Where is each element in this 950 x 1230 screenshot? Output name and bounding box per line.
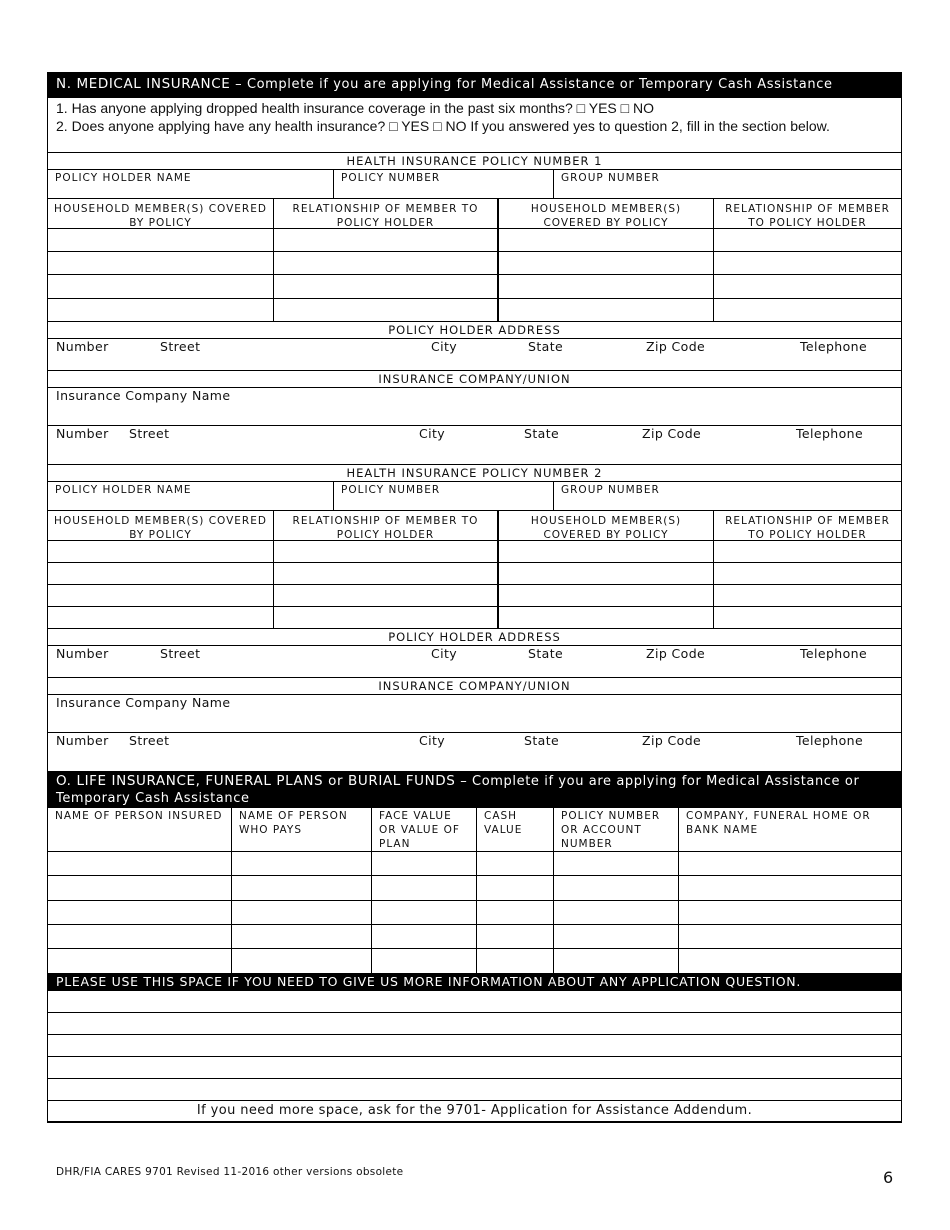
policy-2-id-row xyxy=(47,482,902,511)
insurance-company-name-field[interactable]: Insurance Company Name xyxy=(47,695,902,733)
cell[interactable] xyxy=(231,901,371,924)
address-city-label: City xyxy=(431,646,458,661)
address-state-label: State xyxy=(524,426,560,441)
table-row xyxy=(47,541,902,563)
cell[interactable] xyxy=(678,925,901,948)
table-row xyxy=(47,252,902,275)
table-row xyxy=(47,585,902,607)
cell[interactable] xyxy=(371,949,476,973)
col-household-members-2: HOUSEHOLD MEMBER(S) COVERED BY POLICY xyxy=(497,199,713,228)
relationship-cell[interactable] xyxy=(273,299,497,321)
member-cell[interactable] xyxy=(48,299,273,321)
section-o-title: O. LIFE INSURANCE, FUNERAL PLANS or BURIAL FUNDS xyxy=(56,773,456,789)
relationship-cell[interactable] xyxy=(273,229,497,251)
address-telephone-label: Telephone xyxy=(800,646,868,661)
more-info-line[interactable] xyxy=(47,991,902,1013)
cell[interactable] xyxy=(476,949,553,973)
col-household-members-2: HOUSEHOLD MEMBER(S) COVERED BY POLICY xyxy=(497,511,713,540)
cell[interactable] xyxy=(553,852,678,875)
relationship-cell[interactable] xyxy=(713,607,901,628)
policy-2-members-header xyxy=(47,511,902,541)
cell[interactable] xyxy=(371,852,476,875)
section-o-columns xyxy=(47,808,902,852)
more-info-header: PLEASE USE THIS SPACE IF YOU NEED TO GIVE US MORE INFORMATION ABOUT ANY APPLICATION QUESTION. xyxy=(47,974,902,991)
cell[interactable] xyxy=(476,925,553,948)
cell[interactable] xyxy=(476,852,553,875)
member-cell[interactable] xyxy=(48,563,273,584)
address-telephone-label: Telephone xyxy=(800,339,868,354)
table-row xyxy=(47,949,902,974)
table-row xyxy=(47,925,902,949)
relationship-cell[interactable] xyxy=(713,563,901,584)
col-household-members: HOUSEHOLD MEMBER(S) COVERED BY POLICY xyxy=(54,203,267,229)
table-row xyxy=(47,229,902,252)
address-street-label: Street xyxy=(129,426,170,441)
cell[interactable] xyxy=(231,949,371,973)
policy-holder-address-row[interactable] xyxy=(47,646,902,678)
relationship-cell[interactable] xyxy=(713,252,901,274)
col-relationship-2: RELATIONSHIP OF MEMBER TO POLICY HOLDER xyxy=(713,199,901,228)
addendum-note: If you need more space, ask for the 9701- Application for Assistance Addendum. xyxy=(47,1101,902,1123)
policy-holder-name-field[interactable]: POLICY HOLDER NAME xyxy=(55,172,192,184)
more-info-line[interactable] xyxy=(47,1013,902,1035)
address-telephone-label: Telephone xyxy=(796,426,864,441)
relationship-cell[interactable] xyxy=(273,563,497,584)
address-number-label: Number xyxy=(56,733,109,748)
member-cell[interactable] xyxy=(497,252,713,274)
address-state-label: State xyxy=(528,339,564,354)
policy-1-heading: HEALTH INSURANCE POLICY NUMBER 1 xyxy=(47,153,902,170)
more-info-line[interactable] xyxy=(47,1035,902,1057)
cell[interactable] xyxy=(371,925,476,948)
col-policy-number: POLICY NUMBER OR ACCOUNT NUMBER xyxy=(553,808,678,851)
cell[interactable] xyxy=(553,925,678,948)
policy-holder-name-field[interactable]: POLICY HOLDER NAME xyxy=(55,484,192,496)
relationship-cell[interactable] xyxy=(273,607,497,628)
member-cell[interactable] xyxy=(48,585,273,606)
member-cell[interactable] xyxy=(48,275,273,298)
address-zip-label: Zip Code xyxy=(646,339,706,354)
questions-block xyxy=(47,98,902,153)
cell[interactable] xyxy=(553,901,678,924)
member-cell[interactable] xyxy=(497,229,713,251)
group-number-field[interactable]: GROUP NUMBER xyxy=(553,170,901,198)
cell[interactable] xyxy=(371,901,476,924)
policy-number-field[interactable]: POLICY NUMBER xyxy=(333,170,553,198)
address-city-label: City xyxy=(419,426,446,441)
address-telephone-label: Telephone xyxy=(796,733,864,748)
cell[interactable] xyxy=(231,876,371,900)
member-cell[interactable] xyxy=(48,607,273,628)
col-relationship: RELATIONSHIP OF MEMBER TO POLICY HOLDER xyxy=(273,199,497,228)
cell[interactable] xyxy=(231,852,371,875)
insurance-company-heading: INSURANCE COMPANY/UNION xyxy=(47,678,902,695)
section-n-title: N. MEDICAL INSURANCE xyxy=(56,76,231,92)
relationship-cell[interactable] xyxy=(713,299,901,321)
col-person-insured: NAME OF PERSON INSURED xyxy=(55,810,223,822)
insurance-company-address-row[interactable] xyxy=(47,426,902,465)
table-row xyxy=(47,607,902,629)
relationship-cell[interactable] xyxy=(713,229,901,251)
insurance-company-address-row[interactable] xyxy=(47,733,902,772)
relationship-cell[interactable] xyxy=(273,252,497,274)
relationship-cell[interactable] xyxy=(273,585,497,606)
address-zip-label: Zip Code xyxy=(642,733,702,748)
insurance-company-heading: INSURANCE COMPANY/UNION xyxy=(47,371,902,388)
policy-1-members-header xyxy=(47,199,902,229)
col-relationship: RELATIONSHIP OF MEMBER TO POLICY HOLDER xyxy=(273,511,497,540)
cell[interactable] xyxy=(678,901,901,924)
section-n-header xyxy=(47,72,902,98)
section-o-header xyxy=(47,772,902,808)
cell[interactable] xyxy=(48,901,231,924)
cell[interactable] xyxy=(553,949,678,973)
address-number-label: Number xyxy=(56,646,109,661)
member-cell[interactable] xyxy=(497,541,713,562)
address-state-label: State xyxy=(524,733,560,748)
cell[interactable] xyxy=(476,901,553,924)
cell[interactable] xyxy=(48,925,231,948)
member-cell[interactable] xyxy=(497,563,713,584)
address-number-label: Number xyxy=(56,426,109,441)
col-household-members: HOUSEHOLD MEMBER(S) COVERED BY POLICY xyxy=(54,515,267,541)
address-city-label: City xyxy=(419,733,446,748)
address-street-label: Street xyxy=(160,339,201,354)
address-zip-label: Zip Code xyxy=(646,646,706,661)
table-row xyxy=(47,901,902,925)
section-n-subtitle: – Complete if you are applying for Medical Assistance or Temporary Cash Assistance xyxy=(230,77,833,92)
policy-2-heading: HEALTH INSURANCE POLICY NUMBER 2 xyxy=(47,465,902,482)
cell[interactable] xyxy=(678,876,901,900)
col-relationship-2: RELATIONSHIP OF MEMBER TO POLICY HOLDER xyxy=(713,511,901,540)
page-number: 6 xyxy=(883,1168,894,1187)
more-info-line[interactable] xyxy=(47,1057,902,1079)
cell[interactable] xyxy=(678,852,901,875)
address-street-label: Street xyxy=(129,733,170,748)
member-cell[interactable] xyxy=(497,299,713,321)
relationship-cell[interactable] xyxy=(273,541,497,562)
member-cell[interactable] xyxy=(497,275,713,298)
application-form xyxy=(47,72,902,1123)
address-number-label: Number xyxy=(56,339,109,354)
question-2[interactable]: 2. Does anyone applying have any health insurance? □ YES □ NO If you answered yes to question 2, fill in the section below. xyxy=(56,118,830,134)
table-row xyxy=(47,563,902,585)
address-street-label: Street xyxy=(160,646,201,661)
relationship-cell[interactable] xyxy=(273,275,497,298)
table-row xyxy=(47,852,902,876)
table-row xyxy=(47,299,902,322)
member-cell[interactable] xyxy=(497,585,713,606)
relationship-cell[interactable] xyxy=(713,275,901,298)
cell[interactable] xyxy=(231,925,371,948)
policy-holder-address-heading: POLICY HOLDER ADDRESS xyxy=(47,322,902,339)
group-number-field[interactable]: GROUP NUMBER xyxy=(553,482,901,510)
cell[interactable] xyxy=(553,876,678,900)
policy-holder-address-heading: POLICY HOLDER ADDRESS xyxy=(47,629,902,646)
section-o-subtitle: – Complete if you are applying for Medical Assistance or Temporary Cash Assistance xyxy=(56,774,860,806)
member-cell[interactable] xyxy=(48,541,273,562)
member-cell[interactable] xyxy=(48,252,273,274)
member-cell[interactable] xyxy=(48,229,273,251)
col-person-who-pays: NAME OF PERSON WHO PAYS xyxy=(231,808,371,851)
cell[interactable] xyxy=(48,876,231,900)
question-1[interactable]: 1. Has anyone applying dropped health insurance coverage in the past six months? □ YES □ NO xyxy=(56,100,655,116)
col-cash-value: CASH VALUE xyxy=(476,808,553,851)
cell[interactable] xyxy=(678,949,901,973)
policy-holder-address-row[interactable] xyxy=(47,339,902,371)
table-row xyxy=(47,275,902,299)
insurance-company-name-field[interactable]: Insurance Company Name xyxy=(47,388,902,426)
more-info-line[interactable] xyxy=(47,1079,902,1101)
relationship-cell[interactable] xyxy=(713,541,901,562)
address-state-label: State xyxy=(528,646,564,661)
col-company-name: COMPANY, FUNERAL HOME OR BANK NAME xyxy=(678,808,901,851)
address-city-label: City xyxy=(431,339,458,354)
relationship-cell[interactable] xyxy=(713,585,901,606)
cell[interactable] xyxy=(371,876,476,900)
col-face-value: FACE VALUE OR VALUE OF PLAN xyxy=(371,808,476,851)
policy-number-field[interactable]: POLICY NUMBER xyxy=(333,482,553,510)
policy-1-id-row xyxy=(47,170,902,199)
cell[interactable] xyxy=(48,852,231,875)
address-zip-label: Zip Code xyxy=(642,426,702,441)
form-id: DHR/FIA CARES 9701 Revised 11-2016 other versions obsolete xyxy=(56,1166,404,1178)
member-cell[interactable] xyxy=(497,607,713,628)
cell[interactable] xyxy=(48,949,231,973)
table-row xyxy=(47,876,902,901)
cell[interactable] xyxy=(476,876,553,900)
